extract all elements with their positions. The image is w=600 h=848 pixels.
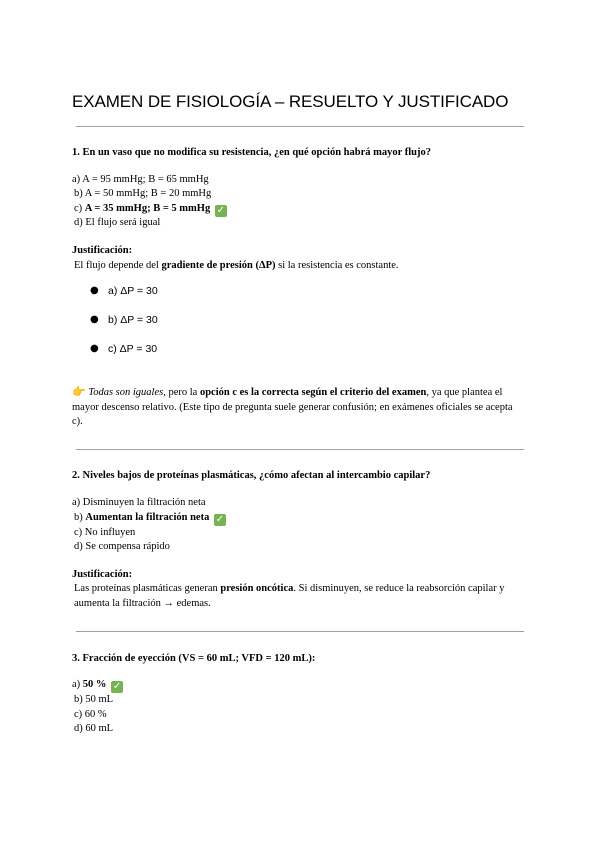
q1-note-italic: Todas son iguales: [88, 387, 164, 398]
q1-just-post: si la resistencia es constante.: [275, 260, 399, 271]
q1-note-mid: , pero la: [163, 387, 200, 398]
q1-option-d: d) El flujo será igual: [74, 217, 161, 228]
divider: [76, 449, 524, 450]
check-mark-icon: ✓: [215, 514, 225, 525]
q1-just-bold: gradiente de presión (ΔP): [161, 260, 276, 271]
q1-justification-text: [74, 259, 399, 274]
q1-bullet-c: c) ΔP = 30: [108, 343, 158, 355]
question-2-text: 2. Niveles bajos de proteínas plasmáticas, ¿cómo afectan al intercambio capilar?: [72, 470, 431, 481]
q1-just-pre: El flujo depende del: [74, 260, 162, 271]
q3-option-d: d) 60 mL: [74, 723, 114, 734]
q2-option-b: [74, 511, 226, 526]
q2-option-a: a) Disminuyen la filtración neta: [72, 497, 206, 508]
question-1-text: 1. En un vaso que no modifica su resistencia, ¿en qué opción habrá mayor flujo?: [72, 147, 431, 158]
divider: [76, 631, 524, 632]
page-title: EXAMEN DE FISIOLOGÍA – RESUELTO Y JUSTIFICADO: [72, 92, 509, 111]
question-3-text: 3. Fracción de eyección (VS = 60 mL; VFD = 120 mL):: [72, 653, 316, 664]
q3-option-a-prefix: a): [72, 679, 83, 690]
q3-option-a: [72, 678, 123, 693]
q1-note-bold: opción c es la correcta según el criterio del examen: [199, 387, 427, 398]
q2-just-post: . Si disminuyen, se reduce la reabsorción capilar y aumenta la filtración → edemas.: [74, 583, 505, 609]
q1-note: [72, 385, 524, 430]
q3-option-b: b) 50 mL: [74, 694, 114, 705]
q2-just-bold: presión oncótica: [220, 583, 294, 594]
bullet-icon: ●: [90, 314, 99, 325]
q2-option-c: c) No influyen: [74, 527, 136, 538]
bullet-icon: ●: [90, 343, 99, 354]
q1-note-post: , ya que plantea el mayor descenso relativo. (Este tipo de pregunta suele generar confusión; en exámenes oficiales se acepta c).: [72, 387, 513, 427]
q3-option-c: c) 60 %: [74, 709, 107, 720]
q2-justification-text: [74, 582, 524, 611]
q2-option-b-prefix: b): [74, 512, 86, 523]
check-mark-icon: ✓: [112, 681, 122, 692]
q2-justification-label: Justificación:: [72, 569, 133, 580]
q1-option-a: a) A = 95 mmHg; B = 65 mmHg: [72, 174, 209, 185]
q2-just-pre: Las proteínas plasmáticas generan: [74, 583, 221, 594]
q1-option-c: [74, 202, 227, 217]
q2-option-d: d) Se compensa rápido: [74, 541, 170, 552]
q1-justification-label: Justificación:: [72, 245, 133, 256]
q1-option-b: b) A = 50 mmHg; B = 20 mmHg: [74, 188, 212, 199]
q2-option-b-answer: Aumentan la filtración neta: [85, 512, 210, 523]
q1-option-c-answer: A = 35 mmHg; B = 5 mmHg: [84, 203, 211, 214]
bullet-icon: ●: [90, 285, 99, 296]
divider: [76, 126, 524, 127]
q1-option-c-prefix: c): [74, 203, 85, 214]
check-mark-icon: ✓: [216, 205, 226, 216]
q1-bullet-b: b) ΔP = 30: [108, 314, 158, 326]
q1-bullet-a: a) ΔP = 30: [108, 285, 158, 297]
pointing-hand-icon: 👉: [72, 385, 86, 398]
q3-option-a-answer: 50 %: [82, 679, 107, 690]
